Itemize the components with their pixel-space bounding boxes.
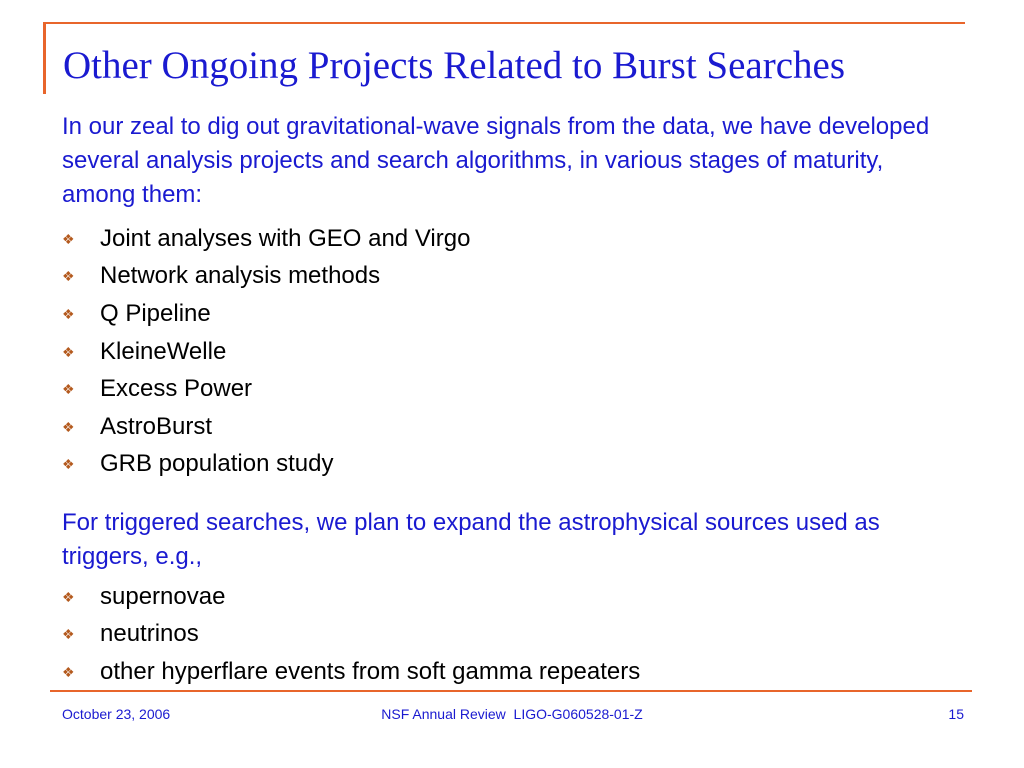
list-item-label: Joint analyses with GEO and Virgo	[100, 224, 471, 252]
projects-list	[62, 220, 470, 483]
slide-number: 15	[948, 706, 964, 722]
slide-title: Other Ongoing Projects Related to Burst Searches	[63, 44, 845, 87]
diamond-bullet-icon: ❖	[62, 663, 75, 680]
diamond-bullet-icon: ❖	[62, 588, 75, 605]
triggers-paragraph: For triggered searches, we plan to expand the astrophysical sources used as triggers, e.g.,	[62, 509, 880, 570]
footer-title: NSF Annual Review LIGO-G060528-01-Z	[381, 706, 643, 722]
list-item-label: Q Pipeline	[100, 299, 211, 327]
diamond-bullet-icon: ❖	[62, 626, 75, 643]
list-item-label: Excess Power	[100, 375, 253, 403]
footer-date: October 23, 2006	[62, 706, 171, 722]
diamond-bullet-icon: ❖	[62, 230, 75, 247]
diamond-bullet-icon: ❖	[62, 305, 75, 322]
list-item	[62, 370, 470, 408]
list-item-label: Network analysis methods	[100, 262, 381, 290]
list-item-label: other hyperflare events from soft gamma repeaters	[100, 657, 641, 685]
list-item-label: KleineWelle	[100, 337, 227, 365]
diamond-bullet-icon: ❖	[62, 268, 75, 285]
list-item	[62, 616, 640, 654]
intro-paragraph: In our zeal to dig out gravitational-wave signals from the data, we have developed several analysis projects and search algorithms, in various stages of maturity, among them:	[62, 113, 930, 208]
title-accent-top-rule	[43, 22, 965, 24]
list-item	[62, 220, 470, 258]
list-item	[62, 258, 470, 296]
diamond-bullet-icon: ❖	[62, 343, 75, 360]
list-item-label: supernovae	[100, 582, 226, 610]
footer-rule	[50, 690, 972, 692]
list-item	[62, 333, 470, 371]
title-accent-vertical-rule	[43, 22, 46, 94]
diamond-bullet-icon: ❖	[62, 381, 75, 398]
list-item	[62, 295, 470, 333]
list-item-label: GRB population study	[100, 450, 334, 478]
list-item	[62, 578, 640, 616]
diamond-bullet-icon: ❖	[62, 418, 75, 435]
list-item-label: neutrinos	[100, 620, 199, 648]
list-item-label: AstroBurst	[100, 412, 213, 440]
diamond-bullet-icon: ❖	[62, 456, 75, 473]
list-item	[62, 446, 470, 484]
list-item	[62, 653, 640, 691]
triggers-list	[62, 578, 640, 691]
list-item	[62, 408, 470, 446]
